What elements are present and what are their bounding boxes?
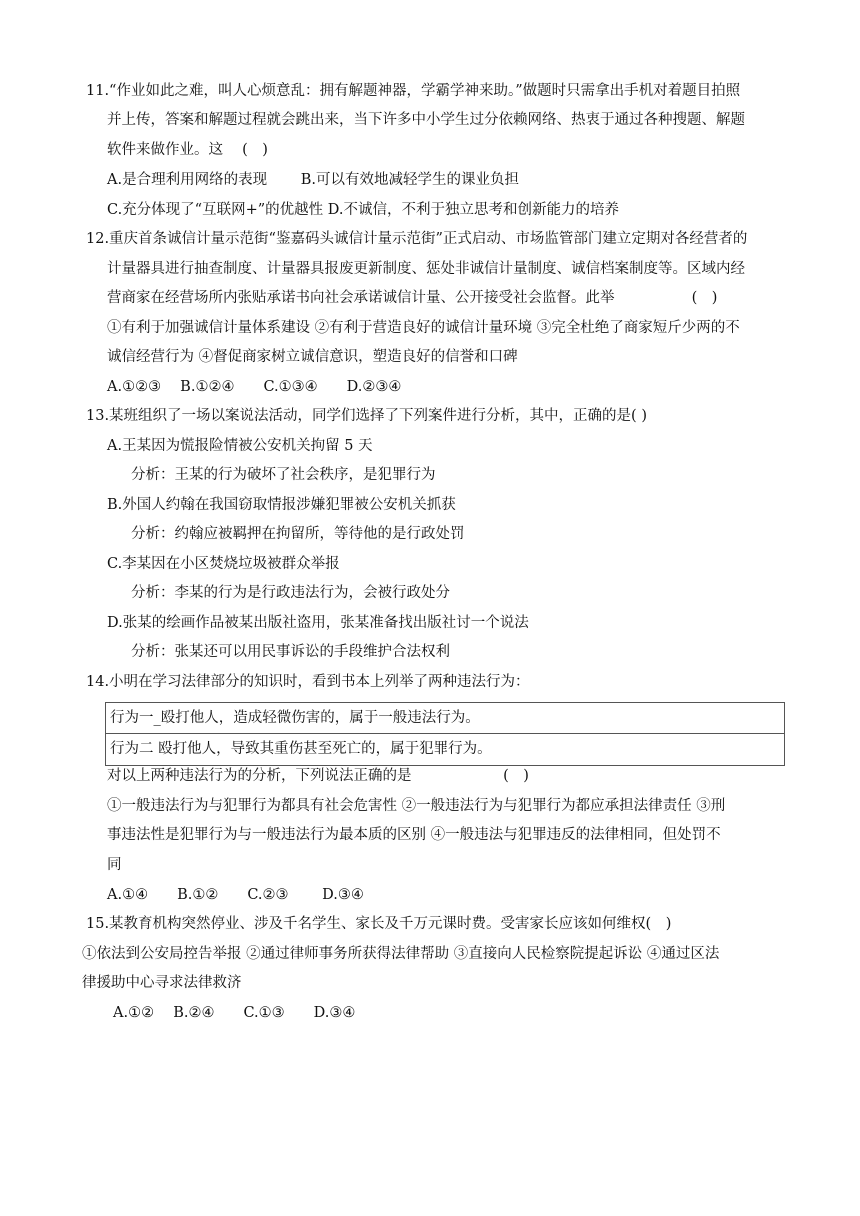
q12-stem-line-3: 营商家在经营场所内张贴承诺书向社会承诺诚信计量、公开接受社会监督。此举 ( ): [107, 290, 718, 306]
q11-options-ab: A.是合理利用网络的表现 B.可以有效地减轻学生的课业负担: [107, 172, 519, 188]
q14-table-cell-1: 行为一_殴打他人，造成轻微伤害的，属于一般违法行为。: [110, 710, 480, 726]
q12-stem-line-2: 计量器具进行抽查制度、计量器具报废更新制度、惩处非诚信计量制度、诚信档案制度等。区域内经: [107, 261, 745, 277]
q13-option-d-analysis: 分析：张某还可以用民事诉讼的手段维护合法权利: [131, 644, 450, 660]
q14-behavior-table: [105, 702, 785, 766]
q12-stem-line-1: 12.重庆首条诚信计量示范街“鉴嘉码头诚信计量示范街”正式启动、市场监管部门建立定期对各经营者的: [86, 231, 748, 247]
q11-stem-line-1: 11.“作业如此之难，叫人心烦意乱：拥有解题神器，学霸学神来助。”做题时只需拿出手机对着题目拍照: [86, 83, 741, 99]
q15-statements-line-1: ①依法到公安局控告举报 ②通过律师事务所获得法律帮助 ③直接向人民检察院提起诉讼 ④通过区法: [82, 946, 720, 962]
q15-statements-line-2: 律援助中心寻求法律救济: [82, 975, 242, 991]
q14-question: 对以上两种违法行为的分析，下列说法正确的是 ( ): [107, 768, 529, 784]
q15-stem: 15.某教育机构突然停业、涉及千名学生、家长及千万元课时费。受害家长应该如何维权( ): [86, 916, 672, 932]
q12-statements-line-1: ①有利于加强诚信计量体系建设 ②有利于营造良好的诚信计量环境 ③完全杜绝了商家短斤少两的不: [107, 320, 740, 336]
q12-statements-line-2: 诚信经营行为 ④督促商家树立诚信意识，塑造良好的信誉和口碑: [107, 349, 518, 365]
q14-statements-line-1: ①一般违法行为与犯罪行为都具有社会危害性 ②一般违法行为与犯罪行为都应承担法律责任 ③刑: [107, 798, 726, 814]
q14-statements-line-3: 同: [107, 857, 122, 873]
q13-stem: 13.某班组织了一场以案说法活动，同学们选择了下列案件进行分析，其中，正确的是( ): [86, 408, 647, 424]
q14-stem: 14.小明在学习法律部分的知识时，看到书本上列举了两种违法行为：: [86, 674, 530, 690]
q13-option-b-case: B.外国人约翰在我国窃取情报涉嫌犯罪被公安机关抓获: [107, 497, 456, 513]
q14-options: A.①④ B.①② C.②③ D.③④: [107, 887, 364, 903]
q14-table-row-2: [106, 734, 784, 765]
q14-statements-line-2: 事违法性是犯罪行为与一般违法行为最本质的区别 ④一般违法与犯罪违反的法律相同，但处罚不: [107, 827, 721, 843]
q14-table-row-1: [106, 703, 784, 734]
q12-options: A.①②③ B.①②④ C.①③④ D.②③④: [107, 379, 402, 395]
q13-option-c-analysis: 分析：李某的行为是行政违法行为，会被行政处分: [131, 585, 450, 601]
q13-option-d-case: D.张某的绘画作品被某出版社盗用，张某准备找出版社讨一个说法: [107, 615, 529, 631]
q14-table-cell-2: 行为二 殴打他人，导致其重伤甚至死亡的，属于犯罪行为。: [110, 741, 492, 757]
q13-option-b-analysis: 分析：约翰应被羁押在拘留所，等待他的是行政处罚: [131, 526, 465, 542]
q15-options: A.①② B.②④ C.①③ D.③④: [113, 1005, 356, 1021]
q11-options-cd: C.充分体现了“互联网+”的优越性 D.不诚信，不利于独立思考和创新能力的培养: [107, 202, 619, 218]
q11-stem-line-3: 软件来做作业。这 ( ): [107, 142, 268, 158]
q13-option-c-case: C.李某因在小区焚烧垃圾被群众举报: [107, 556, 340, 572]
q11-stem-line-2: 并上传，答案和解题过程就会跳出来，当下许多中小学生过分依赖网络、热衷于通过各种搜题、解题: [107, 112, 745, 128]
q13-option-a-case: A.王某因为慌报险情被公安机关拘留 5 天: [107, 438, 373, 454]
q13-option-a-analysis: 分析：王某的行为破坏了社会秩序，是犯罪行为: [131, 467, 436, 483]
